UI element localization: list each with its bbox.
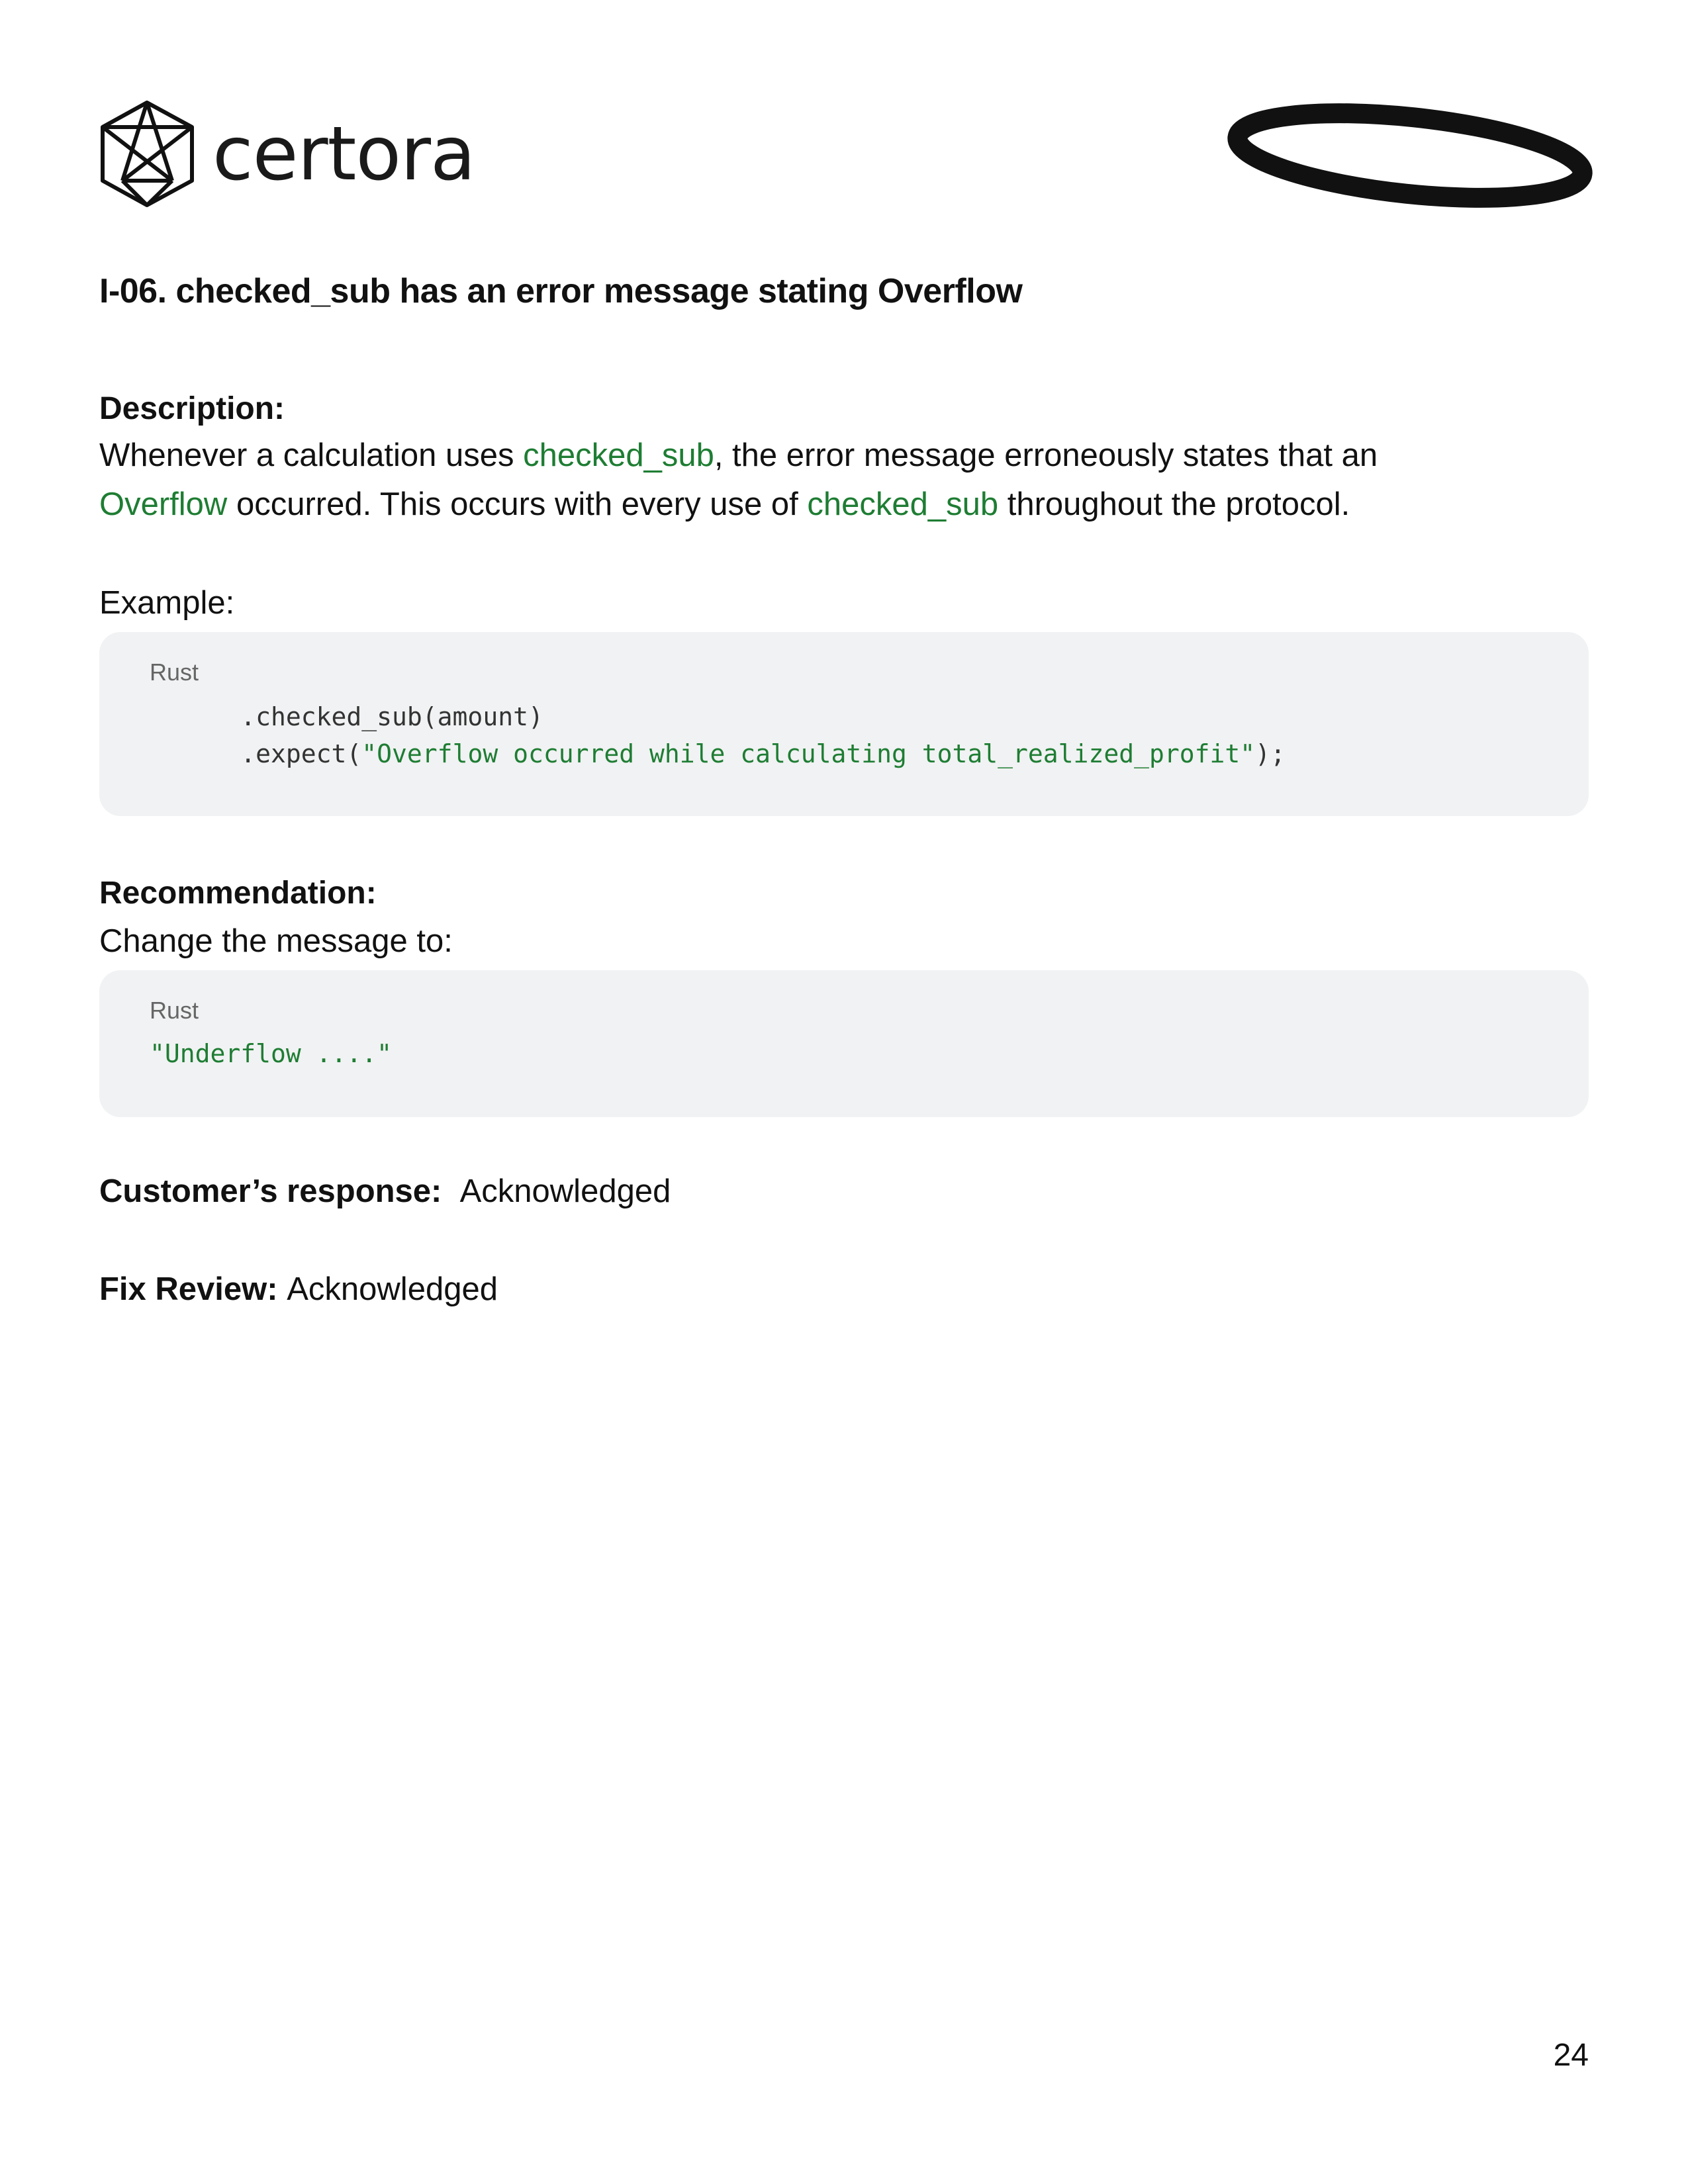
recommendation-text: Change the message to: — [99, 923, 453, 959]
code-line-1: .checked_sub(amount) — [150, 702, 543, 731]
description-label: Description: — [99, 391, 285, 426]
description-line-2 — [99, 480, 1582, 529]
fix-review — [99, 1271, 498, 1308]
text-run: , the error message erroneously states that an — [714, 437, 1378, 473]
black-ring-icon — [1225, 99, 1595, 212]
text-run: throughout the protocol. — [998, 486, 1350, 522]
certora-wordmark: certora — [212, 111, 475, 197]
code-line-2-suffix: ); — [1255, 739, 1286, 768]
code-ref: checked_sub — [807, 486, 999, 522]
fix-review-value: Acknowledged — [287, 1271, 498, 1307]
issue-title: I-06. checked_sub has an error message stating Overflow — [99, 272, 1023, 310]
description-text — [99, 431, 1582, 529]
customer-response — [99, 1173, 671, 1210]
recommendation-code — [150, 1035, 392, 1072]
code-language-label: Rust — [150, 659, 199, 686]
code-string: "Underflow ...." — [150, 1039, 393, 1068]
code-string: "Overflow occurred while calculating total_realized_profit" — [361, 739, 1256, 768]
text-run: Whenever a calculation uses — [99, 437, 524, 473]
customer-response-value: Acknowledged — [459, 1173, 671, 1209]
certora-logo — [99, 99, 475, 208]
example-code — [150, 698, 1286, 772]
customer-response-label: Customer’s response: — [99, 1173, 442, 1209]
code-language-label: Rust — [150, 997, 199, 1024]
certora-hexagon-icon — [99, 99, 195, 208]
fix-review-label: Fix Review: — [99, 1271, 278, 1307]
recommendation-code-block — [99, 970, 1589, 1117]
text-run: occurred. This occurs with every use of — [227, 486, 808, 522]
description-line-1 — [99, 431, 1582, 480]
example-label: Example: — [99, 585, 235, 621]
page-number: 24 — [1553, 2038, 1589, 2073]
code-line-2-prefix: .expect( — [150, 739, 362, 768]
code-ref: checked_sub — [523, 437, 714, 473]
example-code-block — [99, 632, 1589, 816]
code-ref: Overflow — [99, 486, 228, 522]
recommendation-label: Recommendation: — [99, 876, 377, 911]
